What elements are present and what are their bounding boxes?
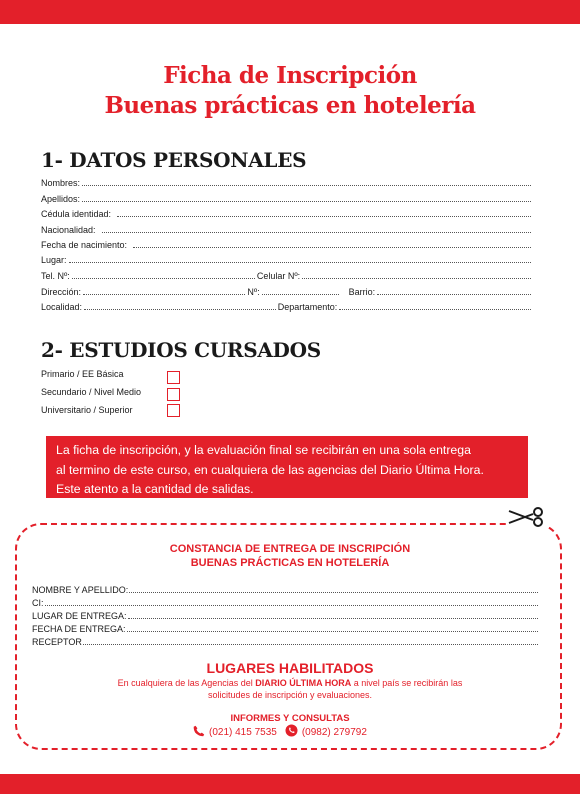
lugares-title: LUGARES HABILITADOS: [206, 660, 374, 676]
phone-icon: [193, 725, 209, 740]
field-label: Barrio:: [348, 287, 376, 297]
fill-line[interactable]: [302, 277, 531, 279]
fill-line[interactable]: [72, 277, 255, 279]
fill-line[interactable]: [377, 293, 531, 295]
coupon-field-receptor[interactable]: [32, 634, 540, 647]
field-nombres[interactable]: [41, 174, 533, 188]
field-label: Dirección:: [41, 287, 82, 297]
form-subtitle: Buenas prácticas en hotelería: [104, 92, 476, 119]
field-label: Apellidos:: [41, 194, 81, 204]
form-title: Ficha de Inscripción: [163, 62, 417, 89]
study-option-label: Primario / EE Básica: [41, 369, 124, 379]
contact-row: [193, 725, 367, 739]
field-label: NOMBRE Y APELLIDO:: [32, 585, 129, 595]
fill-line[interactable]: [117, 215, 531, 217]
fill-line[interactable]: [45, 604, 538, 606]
fill-line[interactable]: [262, 293, 339, 295]
field-direccion-row[interactable]: [41, 283, 533, 297]
study-option-label: Universitario / Superior: [41, 405, 133, 415]
whatsapp-icon: [285, 724, 302, 740]
fill-line[interactable]: [127, 630, 538, 632]
fill-line[interactable]: [82, 200, 531, 202]
top-red-bar: [0, 0, 580, 24]
phone-number[interactable]: (021) 415 7535: [209, 726, 277, 738]
field-apellidos[interactable]: [41, 190, 533, 204]
coupon-field-fecha[interactable]: [32, 621, 540, 634]
notice-line: Este atento a la cantidad de salidas.: [56, 482, 254, 496]
field-label: Nombres:: [41, 178, 81, 188]
field-label: Fecha de nacimiento:: [41, 240, 128, 250]
field-lugar[interactable]: [41, 251, 533, 265]
fill-line[interactable]: [83, 643, 538, 645]
scissors-icon: [507, 507, 547, 527]
fill-line[interactable]: [82, 184, 531, 186]
field-label: Departamento:: [277, 302, 338, 312]
fill-line[interactable]: [133, 246, 531, 248]
coupon-field-ci[interactable]: [32, 595, 540, 608]
lugares-text-part: En cualquiera de las Agencias del: [117, 678, 256, 688]
field-localidad-row[interactable]: [41, 298, 533, 312]
notice-line: al termino de este curso, en cualquiera de las agencias del Diario Última Hora.: [56, 462, 484, 477]
field-label: FECHA DE ENTREGA:: [32, 624, 126, 634]
section-studies-title: 2- ESTUDIOS CURSADOS: [41, 338, 321, 362]
coupon-field-lugar[interactable]: [32, 608, 540, 621]
field-label: Tel. Nº:: [41, 271, 70, 281]
checkbox-primario[interactable]: [167, 371, 180, 384]
field-label: Nacionalidad:: [41, 225, 96, 235]
fill-line[interactable]: [102, 231, 531, 233]
field-label: CI:: [32, 598, 44, 608]
fill-line[interactable]: [83, 293, 245, 295]
notice-box: [46, 436, 528, 498]
field-label: Cédula identidad:: [41, 209, 112, 219]
field-nacimiento[interactable]: [41, 236, 533, 250]
field-label: LUGAR DE ENTREGA:: [32, 611, 127, 621]
notice-line: La ficha de inscripción, y la evaluación final se recibirán en una sola entrega: [56, 443, 471, 457]
fill-line[interactable]: [69, 261, 531, 263]
checkbox-secundario[interactable]: [167, 388, 180, 401]
lugares-text-part: a nivel país se recibirán las: [351, 678, 463, 688]
lugares-text-line2: solicitudes de inscripción y evaluaciones.: [207, 690, 373, 700]
bottom-red-bar: [0, 774, 580, 794]
field-label: Localidad:: [41, 302, 83, 312]
study-option-label: Secundario / Nivel Medio: [41, 387, 142, 397]
informes-title: INFORMES Y CONSULTAS: [230, 713, 350, 724]
section-personal-data-title: 1- DATOS PERSONALES: [41, 148, 307, 172]
fill-line[interactable]: [129, 591, 538, 593]
field-label: RECEPTOR: [32, 637, 82, 647]
lugares-text: [80, 677, 500, 701]
checkbox-universitario[interactable]: [167, 404, 180, 417]
fill-line[interactable]: [339, 308, 531, 310]
fill-line[interactable]: [84, 308, 276, 310]
fill-line[interactable]: [128, 617, 538, 619]
field-nacionalidad[interactable]: [41, 221, 533, 235]
coupon-title: CONSTANCIA DE ENTREGA DE INSCRIPCIÓN: [169, 543, 411, 555]
field-label: Nº:: [247, 287, 260, 297]
field-label: Celular Nº:: [256, 271, 301, 281]
coupon-field-nombre[interactable]: [32, 582, 540, 595]
coupon-subtitle: BUENAS PRÁCTICAS EN HOTELERÍA: [190, 557, 390, 569]
field-cedula[interactable]: [41, 205, 533, 219]
field-label: Lugar:: [41, 255, 67, 265]
newspaper-name: DIARIO ÚLTIMA HORA: [255, 678, 352, 688]
field-telefono-row[interactable]: [41, 267, 533, 281]
whatsapp-number[interactable]: (0982) 279792: [301, 726, 367, 738]
